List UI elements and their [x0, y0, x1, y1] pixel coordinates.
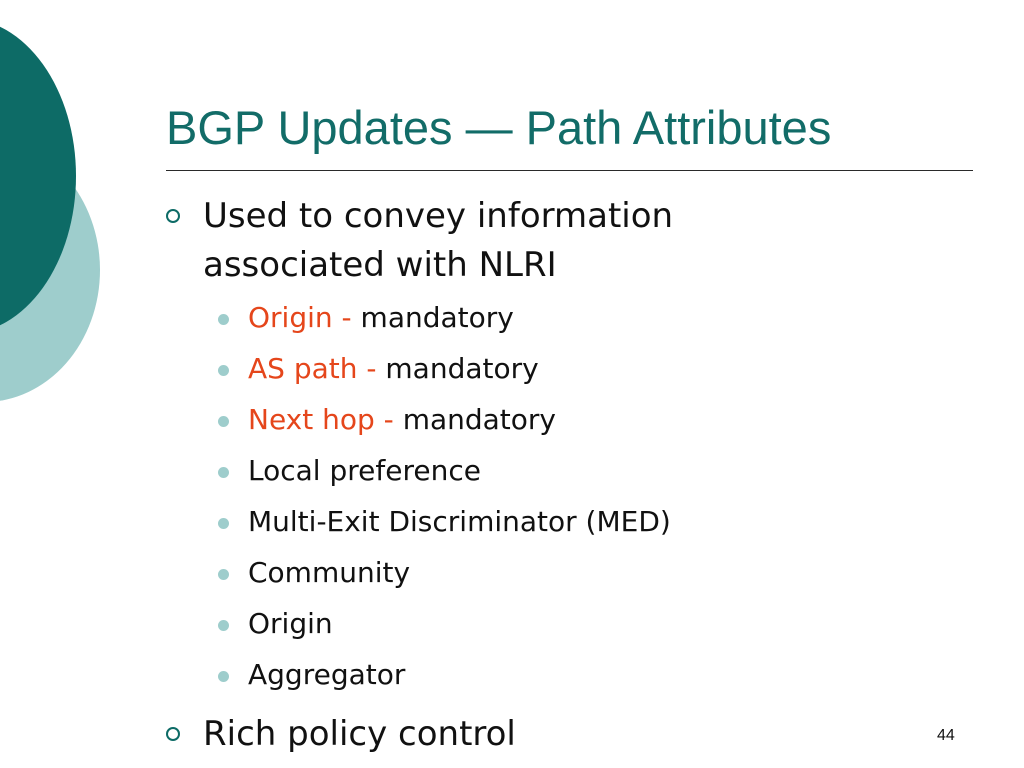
bullet-text: associated with NLRI	[203, 245, 557, 285]
sub-bullet-text: Aggregator	[248, 658, 406, 691]
dot-bullet-icon	[218, 365, 229, 376]
dot-bullet-icon	[218, 671, 229, 682]
dot-bullet-icon	[218, 518, 229, 529]
dot-bullet-icon	[218, 569, 229, 580]
sub-bullet-text: mandatory	[385, 352, 539, 385]
sub-bullet-text: mandatory	[402, 403, 556, 436]
sub-bullet-text: Community	[248, 556, 411, 589]
sub-bullet-label: AS path -	[248, 352, 386, 385]
sub-bullet-text: Local preference	[248, 454, 481, 487]
slide-number: 44	[937, 727, 955, 744]
slide-title: BGP Updates — Path Attributes	[166, 101, 832, 154]
sub-bullet-text: mandatory	[360, 301, 514, 334]
sub-bullet-text: Multi-Exit Discriminator (MED)	[248, 505, 671, 538]
bullet-text: Rich policy control	[203, 714, 516, 754]
sub-bullet-text: Origin	[248, 607, 333, 640]
dot-bullet-icon	[218, 416, 229, 427]
dot-bullet-icon	[218, 314, 229, 325]
bullet-text: Used to convey information	[203, 196, 674, 236]
hollow-circle-bullet-icon	[166, 727, 180, 741]
hollow-circle-bullet-icon	[166, 209, 180, 223]
sub-bullet-label: Origin -	[248, 301, 361, 334]
dot-bullet-icon	[218, 620, 229, 631]
dot-bullet-icon	[218, 467, 229, 478]
sub-bullet-label: Next hop -	[248, 403, 403, 436]
title-divider	[166, 170, 973, 171]
